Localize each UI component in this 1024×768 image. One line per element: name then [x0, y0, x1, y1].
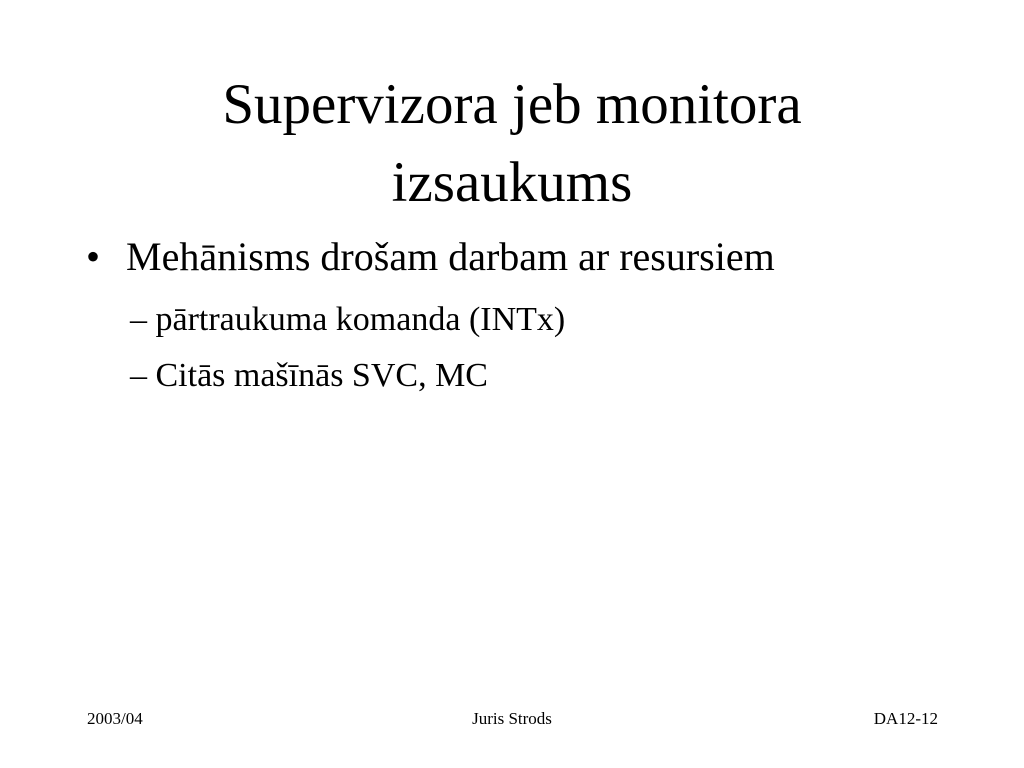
bullet-text: Mehānisms drošam darbam ar resursiem: [126, 234, 775, 279]
slide-title-line-1: Supervizora jeb monitora: [222, 73, 802, 136]
footer-date: 2003/04: [87, 709, 143, 728]
slide-title: [0, 66, 1024, 222]
slide-title-line-2: izsaukums: [391, 151, 633, 214]
sub-bullet-item: – pārtraukuma komanda (INTx): [130, 301, 566, 338]
footer-slide-number: DA12-12: [873, 709, 938, 728]
bullet-item: [86, 233, 775, 281]
sub-bullet-item: – Citās mašīnās SVC, MC: [130, 357, 488, 394]
bullet-icon: •: [86, 234, 101, 279]
footer-author: Juris Strods: [472, 709, 552, 728]
